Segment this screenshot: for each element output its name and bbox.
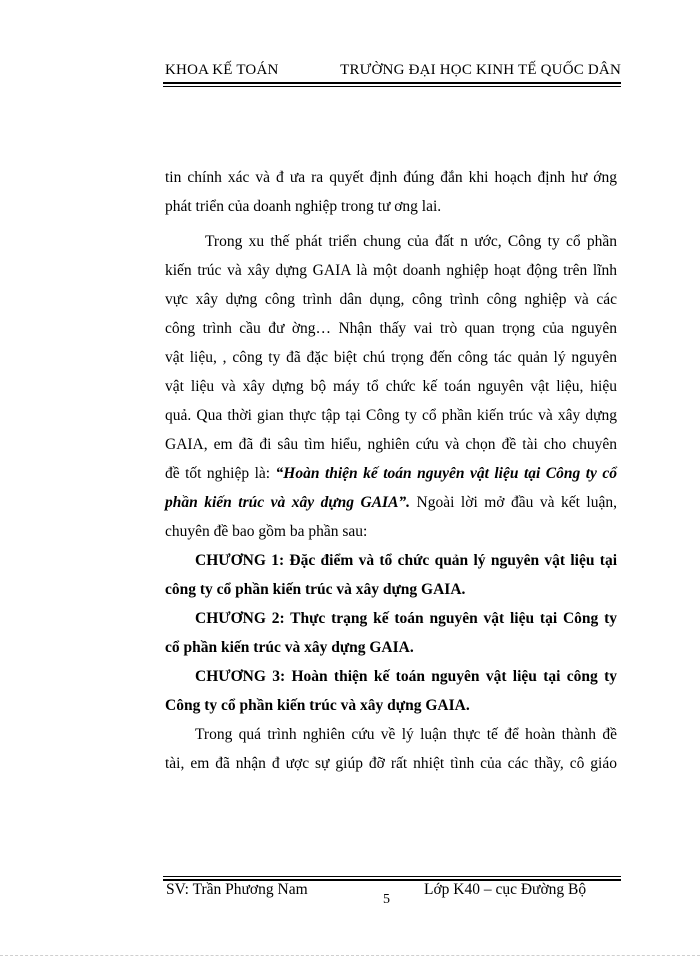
footer-class: Lớp K40 – cục Đường Bộ <box>424 881 587 898</box>
text-line: công ty cổ phần kiến trúc và xây dựng GAIA. <box>165 581 466 598</box>
header-university: TRƯỜNG ĐẠI HỌC KINH TẾ QUỐC DÂN <box>340 62 621 78</box>
header-department: KHOA KẾ TOÁN <box>165 62 279 78</box>
text-line: kiến trúc và xây dựng GAIA là một doanh nghiệp hoạt động trên lĩnh <box>165 262 617 279</box>
page-break-divider <box>0 955 700 956</box>
text-line: Công ty cổ phần kiến trúc và xây dựng GAIA. <box>165 697 470 714</box>
paragraph-3 <box>165 720 617 778</box>
paragraph-1 <box>165 163 617 221</box>
text-line: công trình cầu đư ờng… Nhận thấy vai trò quan trọng của nguyên <box>165 320 617 337</box>
text-line <box>165 459 617 488</box>
text-line: CHƯƠNG 3: Hoàn thiện kế toán nguyên vật liệu tại công ty <box>195 668 617 685</box>
text-line: vực xây dựng công trình dân dụng, công trình công nghiệp và các <box>165 291 617 308</box>
chapter-1 <box>165 546 617 604</box>
text-line: tài, em đã nhận đ ược sự giúp đỡ rất nhiệt tình của các thầy, cô giáo <box>165 755 617 772</box>
text-line <box>165 488 617 517</box>
header-rule-thick <box>163 82 621 84</box>
topic-prefix: đề tốt nghiệp là: <box>165 465 276 482</box>
page-header <box>163 62 621 84</box>
topic-suffix: Ngoài lời mở đầu và kết luận, <box>410 494 617 511</box>
text-line: Trong xu thế phát triển chung của đất n ước, Công ty cổ phần <box>205 233 617 250</box>
text-line: CHƯƠNG 1: Đặc điểm và tổ chức quản lý nguyên vật liệu tại <box>195 552 617 569</box>
text-line: vật liệu và xây dựng bộ máy tổ chức kế toán nguyên vật liệu, hiệu <box>165 378 617 395</box>
text-line: vật liệu, , công ty đã đặc biệt chú trọng đến công tác quản lý nguyên <box>165 349 617 366</box>
topic-title: phần kiến trúc và xây dựng GAIA”. <box>165 494 411 511</box>
footer-rule-thin <box>163 876 621 877</box>
text-line: phát triển của doanh nghiệp trong tư ơng lai. <box>165 198 442 215</box>
text-line: tin chính xác và đ ưa ra quyết định đúng đắn khi hoạch định hư ớng <box>165 169 617 186</box>
text-line: Trong quá trình nghiên cứu về lý luận thực tế để hoàn thành đề <box>195 726 617 743</box>
text-line: CHƯƠNG 2: Thực trạng kế toán nguyên vật liệu tại Công ty <box>195 610 617 627</box>
chapter-2 <box>165 604 617 662</box>
text-line: chuyên đề bao gồm ba phần sau: <box>165 523 368 540</box>
header-rule-thin <box>163 86 621 87</box>
text-line: GAIA, em đã đi sâu tìm hiểu, nghiên cứu và chọn đề tài cho chuyên <box>165 436 617 453</box>
document-body <box>165 163 617 778</box>
paragraph-2 <box>165 227 617 546</box>
footer-student: SV: Trần Phương Nam <box>166 881 308 898</box>
chapter-3 <box>165 662 617 720</box>
text-line: quả. Qua thời gian thực tập tại Công ty cổ phần kiến trúc và xây dựng <box>165 407 617 424</box>
text-line: cổ phần kiến trúc và xây dựng GAIA. <box>165 639 414 656</box>
page-number: 5 <box>383 892 390 907</box>
topic-title: “Hoàn thiện kế toán nguyên vật liệu tại Công ty cổ <box>275 465 617 482</box>
